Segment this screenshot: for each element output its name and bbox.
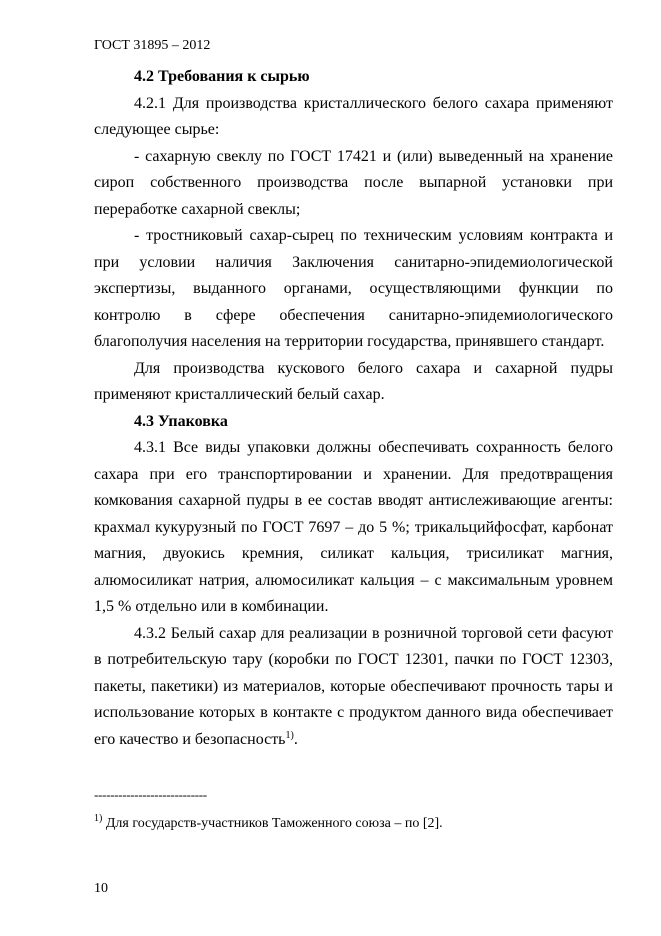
paragraph-4-3-1: 4.3.1 Все виды упаковки должны обеспечивать сохранность белого сахара при его транспортировании и хранении. Для предотвращения комкования сахарной пудры в ее состав вводят антислеживающие агенты: крахмал кукурузный по ГОСТ 7697 – до 5 %; трикальцийфосфат, карбонат магния, двуокись кремния, силикат кальция, трисиликат магния, алюмосиликат натрия, алюмосиликат кальция – с максимальным уровнем 1,5 % отдельно или в комбинации. xyxy=(94,439,613,615)
page-number: 10 xyxy=(94,881,108,896)
footnote-reference: 1) xyxy=(285,729,294,741)
paragraph-4-3-2-text: 4.3.2 Белый сахар для реализации в розничной торговой сети фасуют в потребительскую тару (коробки по ГОСТ 12301, пачки по ГОСТ 12303, пакеты, пакетики) из материалов, которые обеспечивают прочность тары и использование которых в контакте с продуктом данного вида обеспечивает его качество и безопасность xyxy=(94,624,613,748)
footnote-mark: 1) xyxy=(94,813,103,824)
footnote-separator: ---------------------------- xyxy=(94,787,207,802)
paragraph-4-3-2 xyxy=(94,621,613,754)
running-header: ГОСТ 31895 – 2012 xyxy=(94,38,211,53)
section-heading-4-3: 4.3 Упаковка xyxy=(134,412,228,430)
section-heading-4-2: 4.2 Требования к сырью xyxy=(134,68,310,85)
paragraph-4-2-1: 4.2.1 Для производства кристаллического белого сахара применяют следующее сырье: xyxy=(94,94,613,138)
list-item-sugar-beet: - сахарную свеклу по ГОСТ 17421 и (или) выведенный на хранение сироп собственного производства после выпарной установки при переработке сахарной свеклы; xyxy=(94,147,613,218)
list-item-raw-cane-sugar: - тростниковый сахар-сырец по техническим условиям контракта и при условии наличия Заключения санитарно-эпидемиологической экспертизы, выданного органами, осуществляющими функции по контролю в сфере обеспечения санитарно-эпидемиологического благополучия населения на территории государства, принявшего стандарт. xyxy=(94,227,613,350)
page-body xyxy=(94,64,613,753)
footnote xyxy=(94,815,443,833)
footnote-text: Для государств-участников Таможенного союза – по [2]. xyxy=(102,816,443,831)
paragraph-lump-sugar: Для производства кускового белого сахара и сахарной пудры применяют кристаллический белый сахар. xyxy=(94,359,613,403)
paragraph-4-3-2-end: . xyxy=(293,730,298,748)
